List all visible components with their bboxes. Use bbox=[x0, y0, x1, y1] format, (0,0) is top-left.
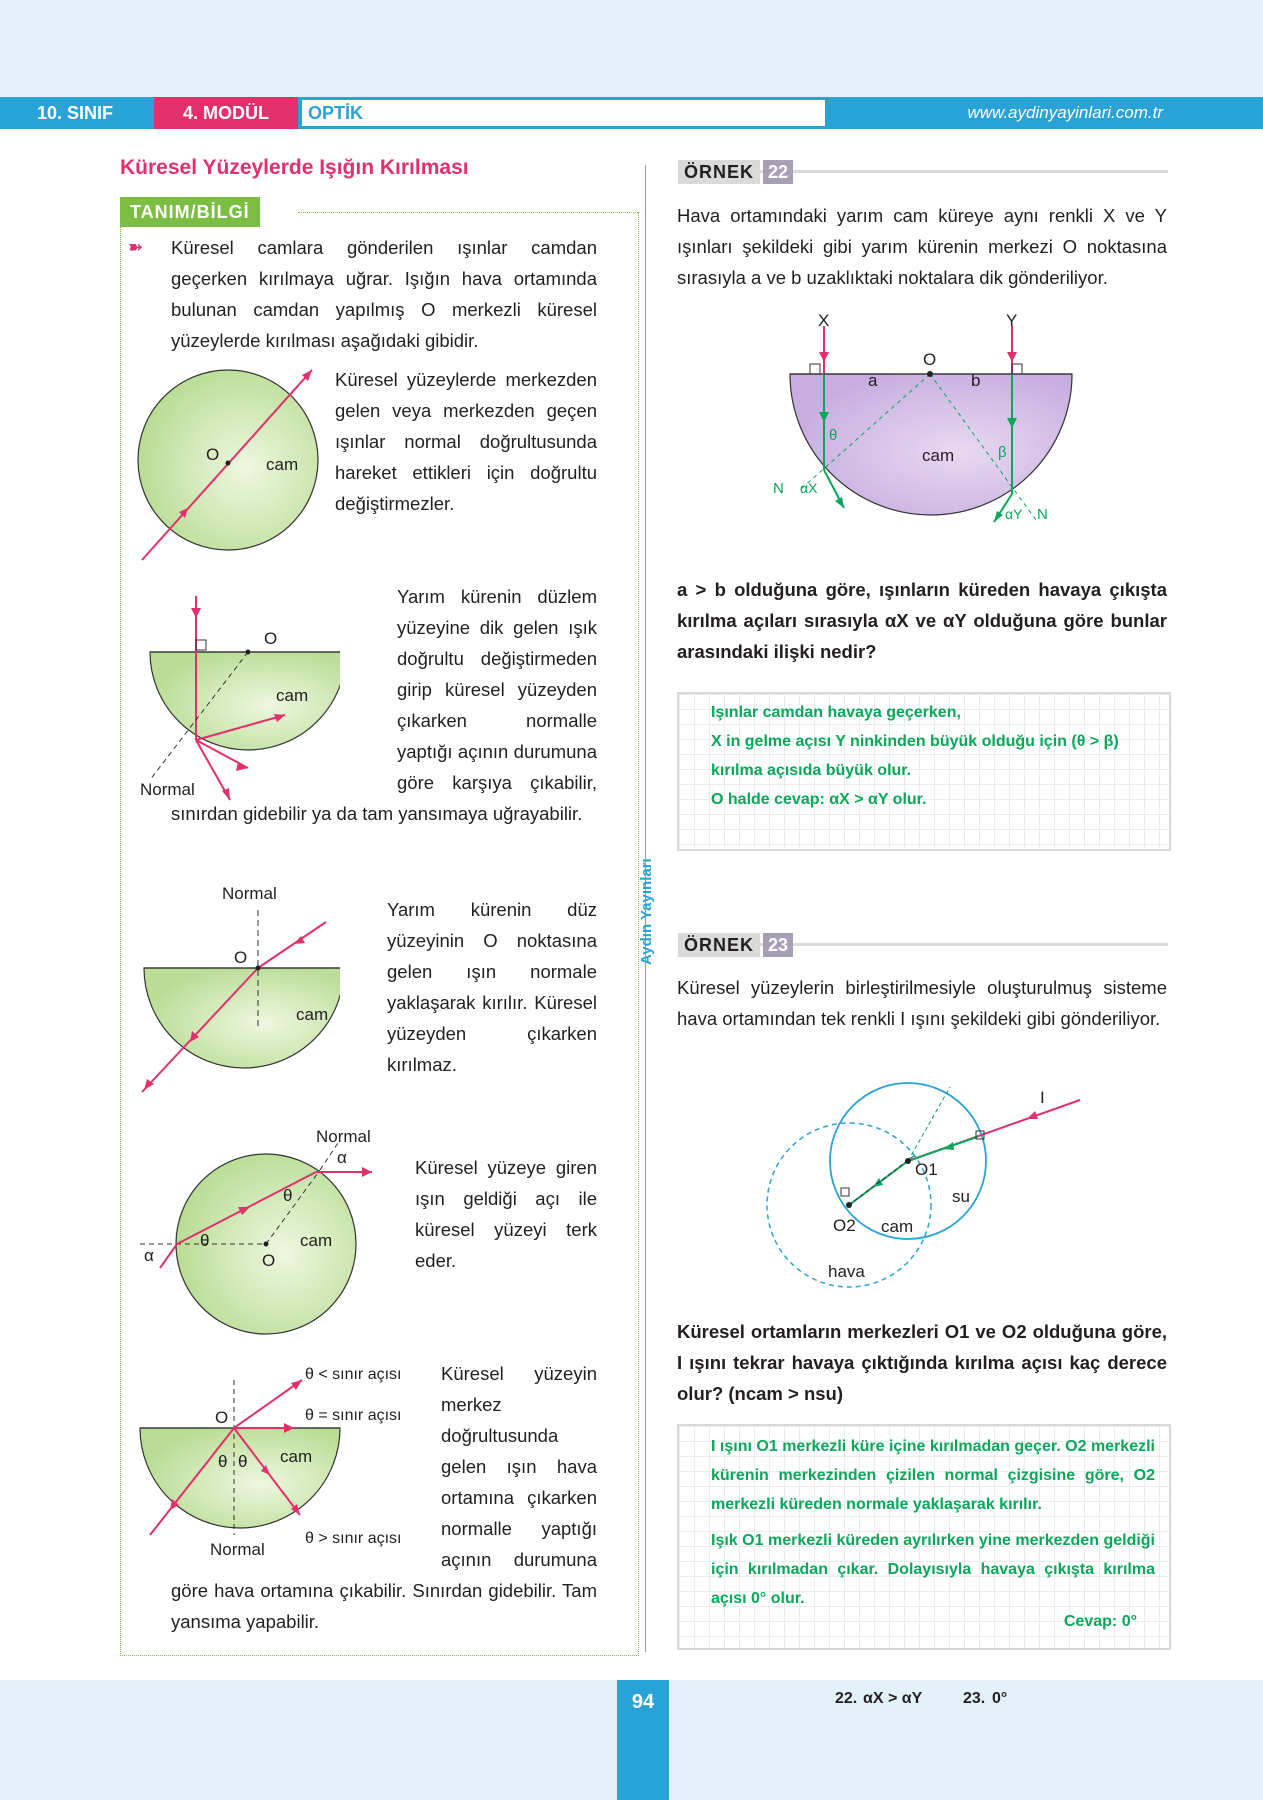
ex22-answer-line1: Işınlar camdan havaya geçerken, bbox=[711, 704, 961, 721]
fig5-lt-critical: θ < sınır açısı bbox=[305, 1366, 402, 1383]
ex23-o1-label: O1 bbox=[915, 1160, 938, 1179]
ex22-y-label: Y bbox=[1006, 311, 1018, 330]
ex23-spheres-figure bbox=[755, 1075, 1085, 1295]
fig5-gt-critical: θ > sınır açısı bbox=[305, 1530, 402, 1547]
center-ray-text: Küresel yüzeylerde merkezden gelen veya merkezden geçen ışınlar normal doğrultusunda hareket ettikleri için doğrultu değiştirmezler. bbox=[335, 369, 597, 514]
grade-label: 10. SINIF bbox=[0, 97, 150, 129]
fig3-normal-label: Normal bbox=[222, 884, 277, 903]
fig5-cam-label: cam bbox=[280, 1447, 313, 1466]
ex22-answer-line3: kırılma açısıda büyük olur. bbox=[711, 762, 912, 779]
ex22-badge: ÖRNEK bbox=[678, 160, 760, 184]
section-title: Küresel Yüzeylerde Işığın Kırılması bbox=[120, 156, 469, 179]
ex23-question: Küresel ortamların merkezleri O1 ve O2 olduğuna göre, I ışını tekrar havaya çıktığında kırılma açısı kaç derece olur? (ncam > nsu) bbox=[677, 1321, 1167, 1404]
ex22-beta-label: β bbox=[998, 444, 1007, 461]
hemisphere-center-incidence-figure bbox=[130, 880, 340, 1100]
ex22-o-label: O bbox=[923, 350, 937, 369]
header-bar bbox=[0, 97, 1263, 129]
ex23-hava-label: hava bbox=[828, 1262, 865, 1281]
sphere-angle-figure bbox=[140, 1140, 380, 1360]
ex23-cam-label: cam bbox=[881, 1217, 914, 1236]
sphere-angle-text: Küresel yüzeye giren ışın geldiği açı ile küresel yüzeyi terk eder. bbox=[415, 1157, 597, 1271]
ex23-su-label: su bbox=[952, 1187, 970, 1206]
footer-ans23-num: 23. bbox=[963, 1690, 986, 1707]
ex23-answer-para2: Işık O1 merkezli küreden ayrılırken yine merkezden geldiği için kırılmadan çıkar. Dolayısıyla havaya çıkışta kırılma açısı 0° olur. bbox=[711, 1532, 1155, 1607]
ex22-number: 22 bbox=[763, 160, 793, 184]
ex23-text: Küresel yüzeylerin birleştirilmesiyle oluşturulmuş sisteme hava ortamından tek renkli I ışını şekildeki gibi gönderiliyor. bbox=[677, 977, 1167, 1029]
ex22-question: a > b olduğuna göre, ışınların küreden havaya çıkışta kırılma açıları sırasıyla αX ve αY olduğuna göre bunlar arasındaki ilişki nedir? bbox=[677, 579, 1167, 662]
hemisphere-center-text: Yarım kürenin düz yüzeyinin O noktasına gelen ışın normale yaklaşarak kırılır. Küresel yüzeyden çıkarken kırılmaz. bbox=[387, 899, 597, 1075]
ex23-answer-para1: I ışını O1 merkezli küre içine kırılmadan geçer. O2 merkezli kürenin merkezinden çizilen normal çizgisine göre, O2 merkezli küreden normale yaklaşarak kırılır. bbox=[711, 1438, 1155, 1513]
fig2-o-label: O bbox=[264, 629, 278, 648]
ex23-badge: ÖRNEK bbox=[678, 933, 760, 957]
ex22-theta-label: θ bbox=[829, 427, 838, 444]
fig4-normal-label: Normal bbox=[316, 1127, 371, 1146]
brand-vertical: Aydın Yayınları bbox=[638, 858, 655, 965]
fig4-cam-label: cam bbox=[300, 1231, 333, 1250]
ex22-hemisphere-figure bbox=[760, 310, 1100, 530]
ex22-x-label: X bbox=[818, 311, 830, 330]
footer-ans22-num: 22. bbox=[835, 1690, 858, 1707]
fig1-o-label: O bbox=[206, 445, 220, 464]
ex22-n-right: N bbox=[1037, 506, 1048, 523]
footer-ans22: αX > αY bbox=[863, 1690, 923, 1707]
definition-badge: TANIM/BİLGİ bbox=[120, 197, 260, 227]
hemisphere-perpendicular-paragraph: Yarım kürenin düzlem yüzeyine dik gelen ışık doğrultu değiştirmeden girip küresel yüzeyden çıkarken normalle yaptığı açının durumuna göre karşıya çıkabilir, sınırdan gidebilir ya da tam yansımaya uğrayabilir. bbox=[171, 586, 597, 824]
ex22-answer-line4: O halde cevap: αX > αY olur. bbox=[711, 791, 927, 808]
ex23-o2-label: O2 bbox=[833, 1216, 856, 1235]
subject-label: OPTİK bbox=[308, 103, 364, 123]
module-label: 4. MODÜL bbox=[154, 97, 298, 129]
ex23-answer-final: Cevap: 0° bbox=[1063, 1613, 1137, 1630]
fig5-eq-critical: θ = sınır açısı bbox=[305, 1407, 402, 1424]
fig2-cam-label: cam bbox=[276, 686, 309, 705]
fig5-theta-left: θ bbox=[218, 1452, 228, 1471]
ex23-answer-box bbox=[677, 1424, 1171, 1650]
ex22-answer-line2: X in gelme açısı Y ninkinden büyük olduğu için (θ > β) bbox=[711, 733, 1119, 750]
fig5-o-label: O bbox=[215, 1408, 229, 1427]
ex22-answer-box bbox=[677, 692, 1171, 851]
critical-angle-text bbox=[171, 1358, 597, 1638]
fig4-alpha-out: α bbox=[337, 1148, 347, 1167]
hemisphere-perpendicular-text bbox=[171, 581, 597, 861]
fig5-theta-right: θ bbox=[238, 1452, 248, 1471]
ex22-b-label: b bbox=[971, 371, 981, 390]
footer-ans23: 0° bbox=[992, 1690, 1008, 1707]
subject-field bbox=[302, 100, 825, 126]
ex23-number: 23 bbox=[763, 933, 793, 957]
ex22-text: Hava ortamındaki yarım cam küreye aynı renkli X ve Y ışınları şekildeki gibi yarım kürenin merkezi O noktasına sırasıyla a ve b uzaklıktaki noktalara dik gönderiliyor. bbox=[677, 205, 1167, 288]
fig3-cam-label: cam bbox=[296, 1005, 329, 1024]
ex22-a-label: a bbox=[868, 371, 878, 390]
ex22-ay-label: αY bbox=[1005, 506, 1023, 522]
sphere-center-ray-figure bbox=[130, 360, 330, 570]
website-link[interactable]: www.aydinyayinlari.com.tr bbox=[967, 103, 1163, 122]
ex23-i-label: I bbox=[1040, 1088, 1045, 1107]
ex22-ax-label: αX bbox=[800, 480, 818, 496]
bullet-arrow-icon: ➽ bbox=[128, 237, 144, 257]
top-band bbox=[0, 0, 1263, 97]
page-number: 94 bbox=[617, 1680, 669, 1800]
ex22-cam-label: cam bbox=[922, 446, 955, 465]
fig4-theta-in: θ bbox=[200, 1231, 210, 1250]
intro-text: Küresel camlara gönderilen ışınlar camdan geçerken kırılmaya uğrar. Işığın hava ortamında bulunan camdan yapılmış O merkezli küresel yüzeylerde kırılması aşağıdaki gibidir. bbox=[171, 237, 597, 351]
fig4-alpha-in: α bbox=[144, 1246, 154, 1265]
fig1-cam-label: cam bbox=[266, 455, 299, 474]
ex22-n-left: N bbox=[773, 480, 784, 497]
definition-box-top bbox=[298, 212, 638, 213]
fig5-normal-label: Normal bbox=[210, 1540, 265, 1559]
fig4-theta-out: θ bbox=[283, 1186, 293, 1205]
fig2-normal-label: Normal bbox=[140, 780, 195, 799]
fig3-o-label: O bbox=[234, 948, 248, 967]
fig4-o-label: O bbox=[262, 1251, 276, 1270]
critical-angle-paragraph: Küresel yüzeyin merkez doğrultusunda gelen ışın hava ortamına çıkarken normalle yaptığı açının durumuna göre hava ortamına çıkabilir. Sınırdan gidebilir. Tam yansıma yapabilir. bbox=[171, 1363, 597, 1632]
